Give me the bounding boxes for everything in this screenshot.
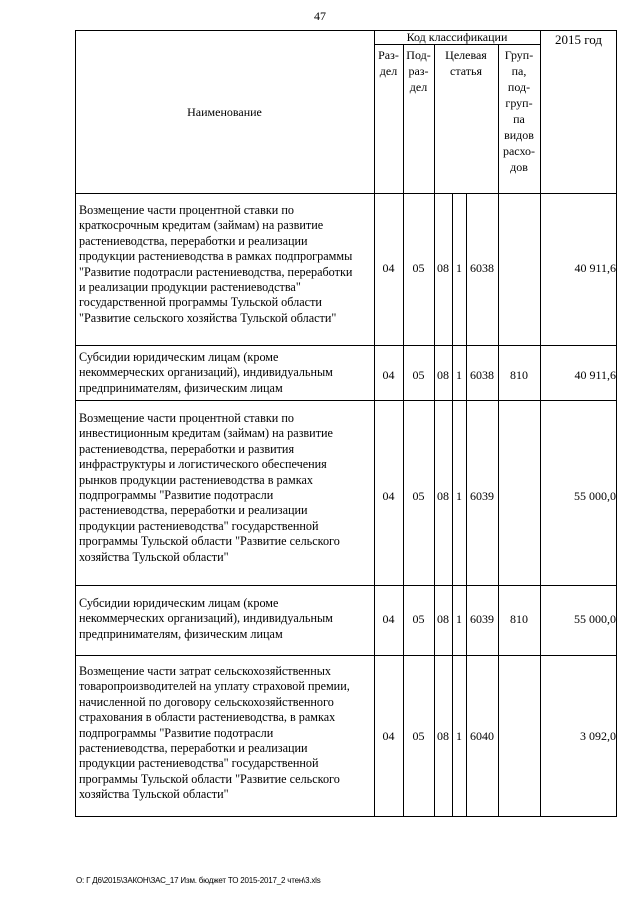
row-cs2: 1 [456, 489, 462, 503]
row-name: Субсидии юридическим лицам (кроме некоммерческих организаций), индивидуальным предпринимателям, физическим лицам [79, 350, 333, 395]
row-amount: 55 000,0 [574, 489, 616, 503]
row-cs3: 6039 [470, 489, 494, 503]
row-amount: 40 911,6 [574, 368, 616, 382]
row-amount: 40 911,6 [574, 261, 616, 275]
header-year: 2015 год [555, 32, 602, 47]
col-divider-podrazdel [434, 44, 435, 817]
row-cs2: 1 [456, 368, 462, 382]
row-name: Субсидии юридическим лицам (кроме некоммерческих организаций), индивидуальным предпринимателям, физическим лицам [79, 596, 333, 641]
row-name: Возмещение части затрат сельскохозяйственных товаропроизводителей на уплату страховой премии, начисленной по договору сельскохозяйственного страхования в области растениеводства, в рамках подпрограммы "Развитие подотрасли растениеводства, переработки и реализации продукции растениеводства" государственной программы Тульской области "Развитие сельского хозяйства Тульской области" [79, 664, 350, 802]
row-cs1: 08 [437, 261, 449, 275]
row-vid: 810 [510, 612, 528, 626]
row-cs3: 6039 [470, 612, 494, 626]
row-divider [75, 400, 617, 401]
row-cs3: 6038 [470, 261, 494, 275]
col-divider-year [540, 30, 541, 817]
row-name: Возмещение части процентной ставки по инвестиционным кредитам (займам) на развитие растениеводства, переработки и развития инфраструктуры и логистического обеспечения рынков продукции растениеводства в рамках подпрограммы "Развитие подотрасли растениеводства, переработки и реализации продукции растениеводства" государственной программы Тульской области "Развитие сельского хозяйства Тульской области" [79, 411, 340, 564]
header-name: Наименование [187, 105, 262, 119]
row-divider [75, 345, 617, 346]
row-amount: 3 092,0 [580, 729, 616, 743]
classification-table [75, 30, 617, 816]
row-razdel: 04 [382, 261, 395, 275]
row-podrazdel: 05 [412, 729, 425, 743]
row-divider [75, 585, 617, 586]
row-name: Возмещение части процентной ставки по краткосрочным кредитам (займам) на развитие растениеводства, переработки и реализации продукции растениеводства в рамках подпрограммы "Развитие подотрасли растениеводства, переработки и реализации продукции растениеводства" государственной программы Тульской области "Развитие сельского хозяйства Тульской области" [79, 203, 353, 325]
row-podrazdel: 05 [412, 368, 425, 382]
header-target: Целевая статья [445, 48, 487, 78]
col-divider-cs2 [466, 193, 467, 817]
row-cs1: 08 [437, 729, 449, 743]
row-cs2: 1 [456, 612, 462, 626]
row-cs1: 08 [437, 368, 449, 382]
row-cs3: 6038 [470, 368, 494, 382]
row-cs3: 6040 [470, 729, 494, 743]
row-divider [75, 655, 617, 656]
row-podrazdel: 05 [412, 489, 425, 503]
col-divider-cs1 [452, 193, 453, 817]
header-code-group: Код классификации [406, 30, 508, 44]
row-cs1: 08 [437, 612, 449, 626]
footer-file-path: О: Г Д6\2015\ЗАКОН\ЗАС_17 Изм. бюджет ТО 2015-2017_2 чтен\3.xls [76, 876, 321, 885]
row-vid: 810 [510, 368, 528, 382]
table-border-right [616, 30, 617, 817]
header-section: Раз- дел [378, 48, 399, 78]
col-divider-razdel [403, 44, 404, 817]
table-border-bottom [75, 816, 617, 817]
header-expense-group: Груп- па, под- груп- па видов расхо- дов [502, 48, 536, 174]
page-number: 47 [314, 9, 326, 23]
row-podrazdel: 05 [412, 612, 425, 626]
row-razdel: 04 [382, 729, 395, 743]
row-cs1: 08 [437, 489, 449, 503]
header-bottom [75, 193, 617, 194]
table-border-left [75, 30, 76, 817]
row-razdel: 04 [382, 489, 395, 503]
row-cs2: 1 [456, 261, 462, 275]
row-podrazdel: 05 [412, 261, 425, 275]
row-amount: 55 000,0 [574, 612, 616, 626]
row-razdel: 04 [382, 368, 395, 382]
row-cs2: 1 [456, 729, 462, 743]
row-razdel: 04 [382, 612, 395, 626]
header-subsection: Под- раз- дел [406, 48, 431, 94]
